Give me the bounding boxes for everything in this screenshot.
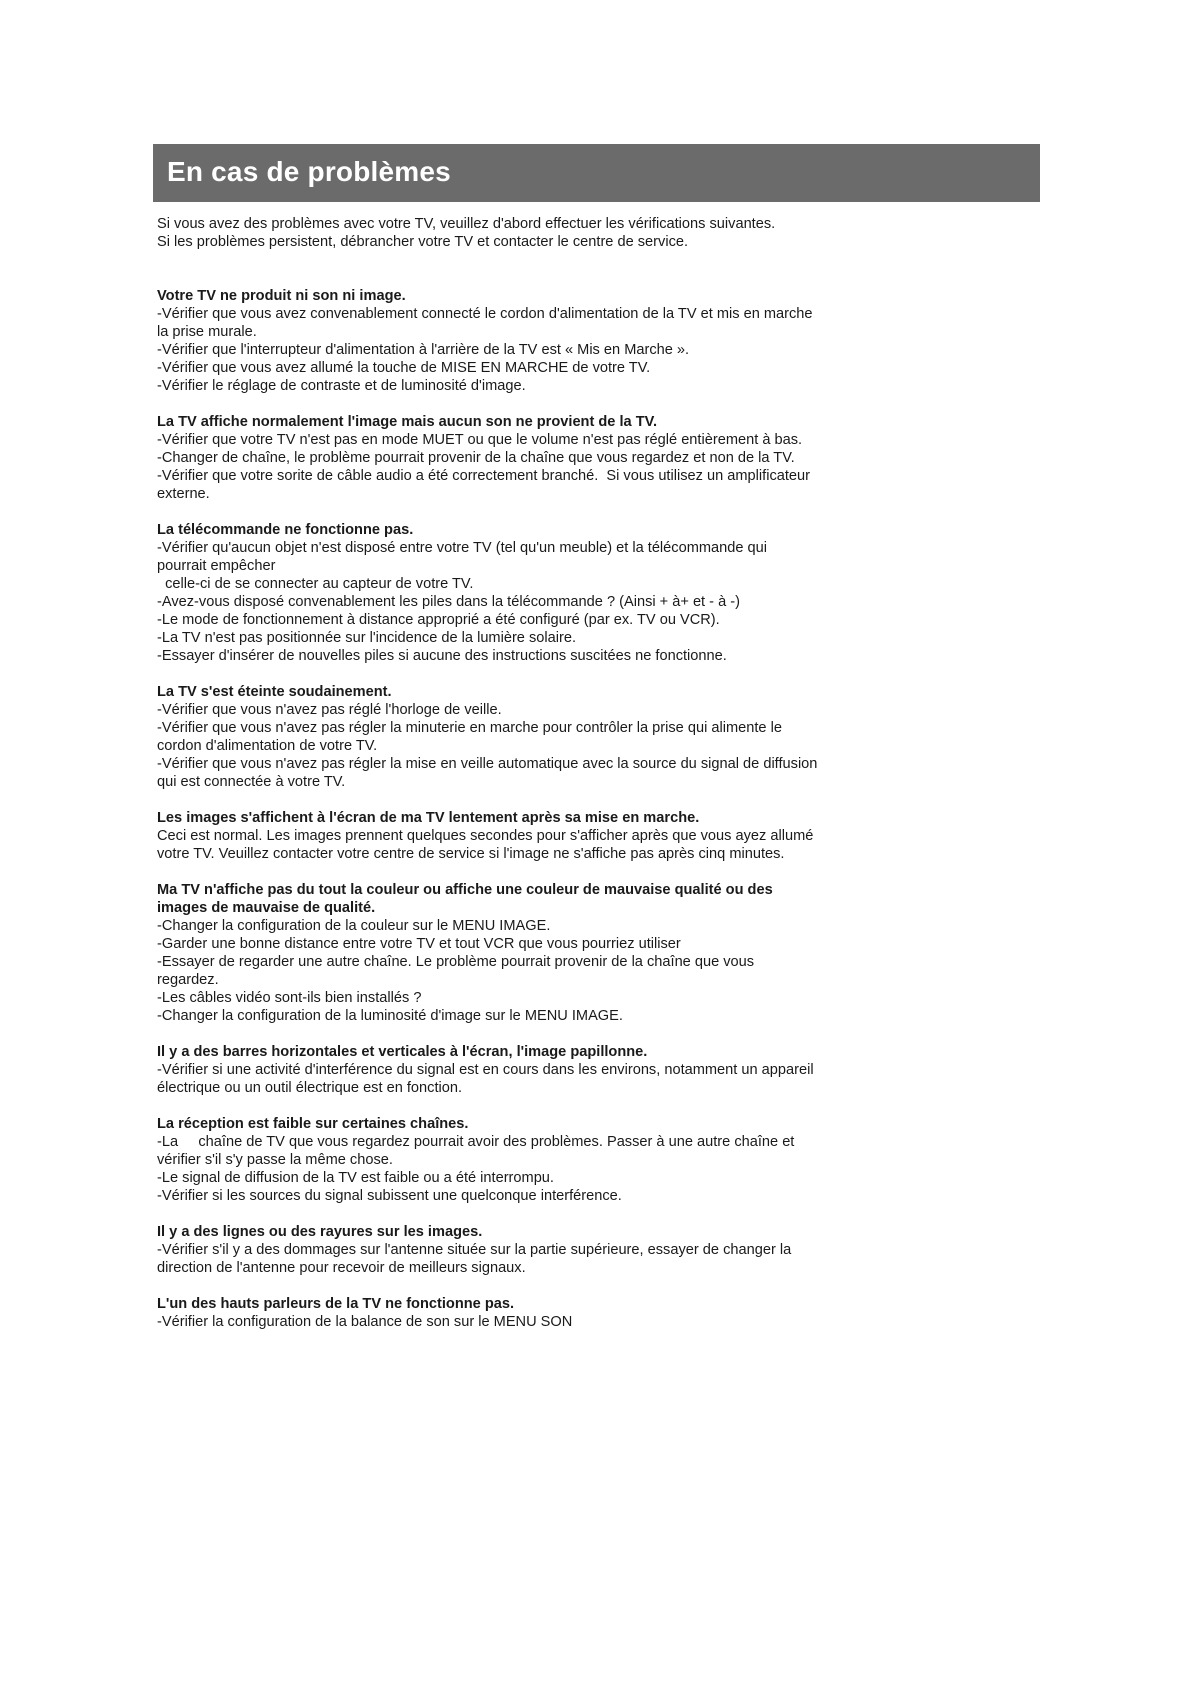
section-line: la prise murale. (157, 324, 257, 340)
section-heading: Il y a des lignes ou des rayures sur les images. (157, 1224, 483, 1240)
section-heading: Votre TV ne produit ni son ni image. (157, 288, 406, 304)
section-line: Ceci est normal. Les images prennent quelques secondes pour s'afficher après que vous ayez allumé (157, 828, 814, 844)
section-heading: Ma TV n'affiche pas du tout la couleur ou affiche une couleur de mauvaise qualité ou des images de mauvaise de qualité. (157, 882, 773, 916)
trouble-section (157, 521, 897, 665)
section-heading: L'un des hauts parleurs de la TV ne fonctionne pas. (157, 1296, 515, 1312)
trouble-section (157, 809, 897, 863)
section-line: vérifier s'il s'y passe la même chose. (157, 1152, 393, 1168)
section-line: regardez. (157, 972, 219, 988)
intro (157, 215, 897, 251)
section-line: -Vérifier que vous n'avez pas régler la mise en veille automatique avec la source du signal de diffusion (157, 756, 818, 772)
section-line: celle-ci de se connecter au capteur de votre TV. (157, 576, 474, 592)
section-line: -Changer de chaîne, le problème pourrait provenir de la chaîne que vous regardez et non de la TV. (157, 450, 795, 466)
section-line: -La TV n'est pas positionnée sur l'incidence de la lumière solaire. (157, 630, 577, 646)
section-line: pourrait empêcher (157, 558, 276, 574)
section-heading: Les images s'affichent à l'écran de ma TV lentement après sa mise en marche. (157, 810, 700, 826)
section-line: -Vérifier que vous n'avez pas réglé l'horloge de veille. (157, 702, 502, 718)
section-line: -Changer la configuration de la luminosité d'image sur le MENU IMAGE. (157, 1008, 623, 1024)
section-line: qui est connectée à votre TV. (157, 774, 346, 790)
section-line: -Essayer d'insérer de nouvelles piles si aucune des instructions suscitées ne fonctionne. (157, 648, 727, 664)
section-heading: La TV affiche normalement l'image mais aucun son ne provient de la TV. (157, 414, 658, 430)
section-line: -Les câbles vidéo sont-ils bien installés ? (157, 990, 422, 1006)
section-line: -Le mode de fonctionnement à distance approprié a été configuré (par ex. TV ou VCR). (157, 612, 720, 628)
section-line: -Vérifier que vous avez convenablement connecté le cordon d'alimentation de la TV et mis en marche (157, 306, 813, 322)
trouble-section (157, 1115, 897, 1205)
intro-line: Si les problèmes persistent, débrancher votre TV et contacter le centre de service. (157, 234, 689, 250)
section-line: -Vérifier le réglage de contraste et de luminosité d'image. (157, 378, 526, 394)
section-line: -Vérifier que votre TV n'est pas en mode MUET ou que le volume n'est pas réglé entièrement à bas. (157, 432, 803, 448)
section-line: -Avez-vous disposé convenablement les piles dans la télécommande ? (Ainsi + à+ et - à -) (157, 594, 740, 610)
title-bar (153, 144, 1040, 202)
trouble-section (157, 683, 897, 791)
section-line: -Essayer de regarder une autre chaîne. Le problème pourrait provenir de la chaîne que vous (157, 954, 755, 970)
section-line: -Vérifier que l'interrupteur d'alimentation à l'arrière de la TV est « Mis en Marche ». (157, 342, 690, 358)
section-line: -Vérifier que votre sorite de câble audio a été correctement branché. Si vous utilisez un amplificateur (157, 468, 810, 484)
section-heading: La réception est faible sur certaines chaînes. (157, 1116, 469, 1132)
trouble-section (157, 1043, 897, 1097)
intro-line: Si vous avez des problèmes avec votre TV, veuillez d'abord effectuer les vérifications suivantes. (157, 216, 776, 232)
section-line: -La chaîne de TV que vous regardez pourrait avoir des problèmes. Passer à une autre chaîne et (157, 1134, 795, 1150)
section-line: -Vérifier si une activité d'interférence du signal est en cours dans les environs, notamment un appareil (157, 1062, 814, 1078)
section-line: direction de l'antenne pour recevoir de meilleurs signaux. (157, 1260, 526, 1276)
section-line: -Vérifier si les sources du signal subissent une quelconque interférence. (157, 1188, 622, 1204)
section-line: -Changer la configuration de la couleur sur le MENU IMAGE. (157, 918, 551, 934)
trouble-section (157, 413, 897, 503)
section-line: électrique ou un outil électrique est en fonction. (157, 1080, 463, 1096)
trouble-section (157, 1223, 897, 1277)
section-line: -Vérifier qu'aucun objet n'est disposé entre votre TV (tel qu'un meuble) et la télécommande qui (157, 540, 768, 556)
section-line: -Le signal de diffusion de la TV est faible ou a été interrompu. (157, 1170, 554, 1186)
document-body (157, 215, 897, 1331)
section-line: -Vérifier la configuration de la balance de son sur le MENU SON (157, 1314, 573, 1330)
section-line: -Garder une bonne distance entre votre TV et tout VCR que vous pourriez utiliser (157, 936, 681, 952)
trouble-section (157, 1295, 897, 1331)
section-line: votre TV. Veuillez contacter votre centre de service si l'image ne s'affiche pas après cinq minutes. (157, 846, 785, 862)
section-line: -Vérifier que vous avez allumé la touche de MISE EN MARCHE de votre TV. (157, 360, 651, 376)
section-line: -Vérifier que vous n'avez pas régler la minuterie en marche pour contrôler la prise qui alimente le (157, 720, 782, 736)
page-title: En cas de problèmes (167, 156, 451, 187)
section-heading: La télécommande ne fonctionne pas. (157, 522, 414, 538)
trouble-section (157, 287, 897, 395)
section-line: -Vérifier s'il y a des dommages sur l'antenne située sur la partie supérieure, essayer de changer la (157, 1242, 792, 1258)
section-heading: La TV s'est éteinte soudainement. (157, 684, 392, 700)
section-heading: Il y a des barres horizontales et verticales à l'écran, l'image papillonne. (157, 1044, 648, 1060)
section-line: cordon d'alimentation de votre TV. (157, 738, 378, 754)
section-line: externe. (157, 486, 210, 502)
trouble-section (157, 881, 897, 1025)
